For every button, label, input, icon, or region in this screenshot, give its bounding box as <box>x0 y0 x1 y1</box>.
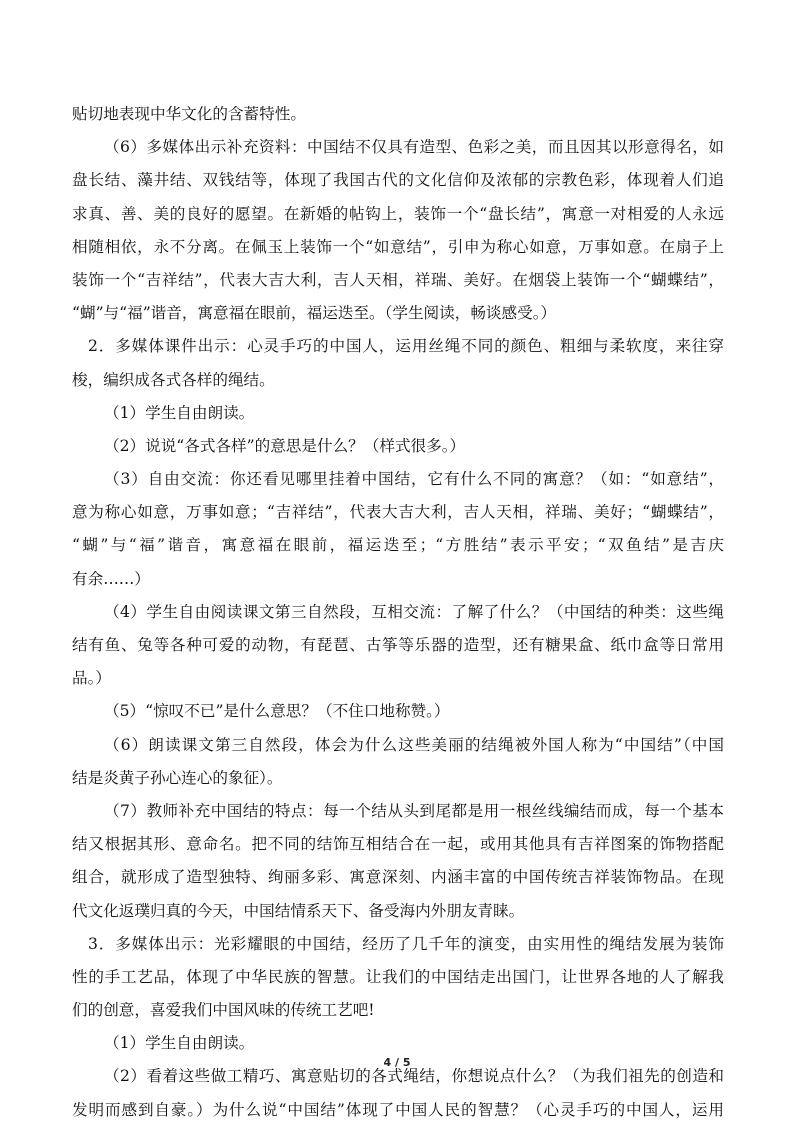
item-6-line-1: （6）朗读课文第三自然段，体会为什么这些美丽的结绳被外国人称为“中国结”（中国 <box>104 735 724 754</box>
text-line: 求真、善、美的良好的愿望。在新婚的帖钩上，装饰一个“盘长结”，寓意一对相爱的人永远 <box>72 204 724 223</box>
text-line: 结是炎黄子孙心连心的象征）。 <box>72 768 283 787</box>
text-line: 装饰一个“吉祥结”，代表大吉大利，吉人天相，祥瑞、美好。在烟袋上装饰一个“蝴蝶结”， <box>72 270 724 289</box>
text-line: 贴切地表现中华文化的含蓄特性。 <box>72 105 306 123</box>
text-line: 发明而感到自豪。）为什么说“中国结”体现了中国人民的智慧？（心灵手巧的中国人，运用 <box>72 1100 724 1119</box>
text-line: 意为称心如意，万事如意；“吉祥结”，代表大吉大利，吉人天相，祥瑞、美好；“蝴蝶结”， <box>72 503 724 522</box>
text-line: 有余……） <box>72 569 150 588</box>
item-3-line-1: （3）自由交流：你还看见哪里挂着中国结，它有什么不同的寓意？（如：“如意结”， <box>104 470 724 489</box>
item-2: （2）说说“各式各样”的意思是什么？（样式很多。） <box>104 436 466 455</box>
text-line: 盘长结、藻井结、双钱结等，体现了我国古代的文化信仰及浓郁的宗教色彩，体现着人们追 <box>72 171 724 190</box>
section-2-line-1: 2．多媒体课件出示：心灵手巧的中国人，运用丝绳不同的颜色、粗细与柔软度，来往穿 <box>88 337 724 356</box>
paragraph-6-line-1: （6）多媒体出示补充资料：中国结不仅具有造型、色彩之美，而且因其以形意得名，如 <box>104 138 724 157</box>
document-body <box>72 98 724 1127</box>
item-4-line-1: （4）学生自由阅读课文第三自然段，互相交流：了解了什么？（中国结的种类：这些绳 <box>104 602 724 621</box>
item-1: （1）学生自由朗读。 <box>104 1034 255 1053</box>
text-line: 相随相依，永不分离。在佩玉上装饰一个“如意结”，引申为称心如意，万事如意。在扇子上 <box>72 237 724 256</box>
item-2-line-1: （2）看着这些做工精巧、寓意贴切的各式绳结，你想说点什么？（为我们祖先的创造和 <box>104 1067 724 1086</box>
section-3-line-1: 3．多媒体出示：光彩耀眼的中国结，经历了几千年的演变，由实用性的绳结发展为装饰 <box>88 934 724 953</box>
text-line: “蝴”与“福”谐音，寓意福在眼前，福运迭至；“方胜结”表示平安；“双鱼结”是吉庆 <box>72 536 724 555</box>
text-line: 品。） <box>72 669 111 688</box>
text-line: 结有鱼、兔等各种可爱的动物，有琵琶、古筝等乐器的造型，还有糖果盒、纸巾盒等日常用 <box>72 636 724 654</box>
item-5: （5）“惊叹不已”是什么意思？（不住口地称赞。） <box>104 702 450 721</box>
text-line: 代文化返璞归真的今天，中国结情系天下、备受海内外朋友青睐。 <box>72 901 525 920</box>
text-line: 组合，就形成了造型独特、绚丽多彩、寓意深刻、内涵丰富的中国传统吉祥装饰物品。在现 <box>72 868 724 887</box>
item-7-line-1: （7）教师补充中国结的特点：每一个结从头到尾都是用一根丝线编结而成，每一个基本 <box>104 801 724 820</box>
page-number: 4 / 5 <box>383 1056 411 1069</box>
text-line: 梭，编织成各式各样的绳结。 <box>72 370 275 389</box>
text-line: 们的创意，喜爱我们中国风味的传统工艺吧! <box>72 1001 375 1020</box>
text-line: “蝴”与“福”谐音，寓意福在眼前，福运迭至。（学生阅读，畅谈感受。） <box>72 304 557 323</box>
text-line: 性的手工艺品，体现了中华民族的智慧。让我们的中国结走出国门，让世界各地的人了解我 <box>72 967 724 986</box>
item-1: （1）学生自由朗读。 <box>104 403 255 422</box>
text-line: 结又根据其形、意命名。把不同的结饰互相结合在一起，或用其他具有吉祥图案的饰物搭配 <box>72 835 724 854</box>
